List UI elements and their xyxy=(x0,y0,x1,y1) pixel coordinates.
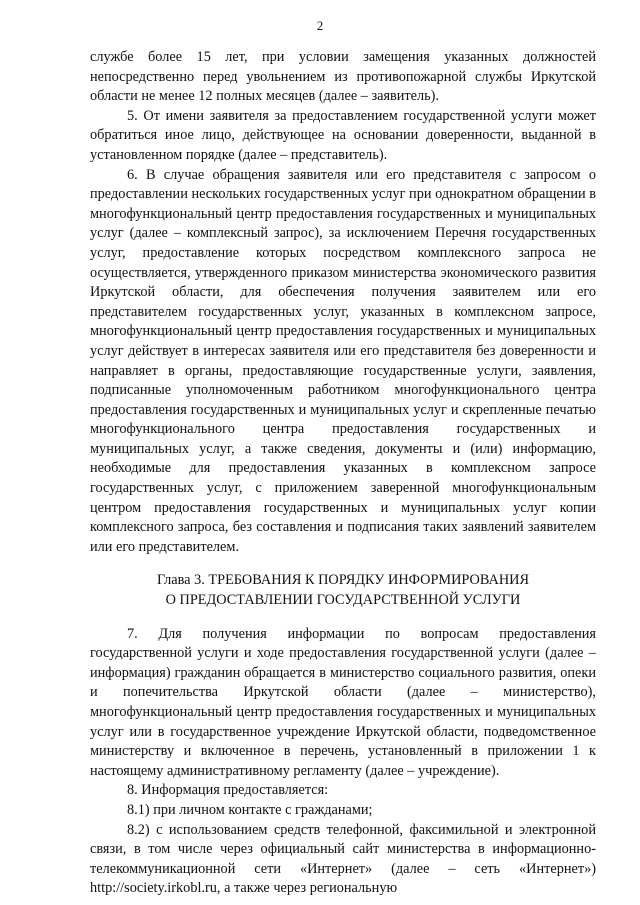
paragraph-6: 6. В случае обращения заявителя или его представителя с запросом о предоставлении нескольких государственных услуг при однократном обращении в многофункциональный центр предоставления государственных и муниципальных услуг (далее – комплексный запрос), за исключением Перечня государственных услуг, предоставление которых посредством комплексного запроса не осуществляется, утвержденного приказом министерства экономического развития Иркутской области, для обеспечения получения заявителем или его представителем государственных услуг, указанных в комплексном запросе, многофункциональный центр предоставления государственных и муниципальных услуг действует в интересах заявителя или его представителя без доверенности и направляет в органы, предоставляющие государственные услуги, заявления, подписанные уполномоченным работником многофункционального центра предоставления государственных и муниципальных услуг и скрепленные печатью многофункционального центра предоставления государственных и муниципальных услуг, а также сведения, документы и (или) информацию, необходимые для предоставления указанных в комплексном запросе государственных услуг, с приложением заверенной многофункциональным центром предоставления государственных и муниципальных услуг копии комплексного запроса, без составления и подписания таких заявлений заявителем или его представителем. xyxy=(90,166,596,555)
chapter-heading xyxy=(90,571,596,610)
chapter-heading-line-1: Глава 3. ТРЕБОВАНИЯ К ПОРЯДКУ ИНФОРМИРОВАНИЯ xyxy=(156,572,530,589)
paragraph-continuation: службе более 15 лет, при условии замещения указанных должностей непосредственно перед увольнением из противопожарной службы Иркутской области не менее 12 полных месяцев (далее – заявитель). xyxy=(90,49,596,105)
paragraph-8: 8. Информация предоставляется: xyxy=(127,782,329,799)
page-number: 2 xyxy=(316,18,324,33)
paragraph-8-1: 8.1) при личном контакте с гражданами; xyxy=(127,801,373,818)
paragraph-5: 5. От имени заявителя за предоставлением государственной услуги может обратиться иное лицо, действующее на основании доверенности, выданной в установленном порядке (далее – представитель). xyxy=(90,107,596,163)
chapter-heading-line-2: О ПРЕДОСТАВЛЕНИИ ГОСУДАРСТВЕННОЙ УСЛУГИ xyxy=(165,592,521,609)
paragraph-8-2: 8.2) с использованием средств телефонной, факсимильной и электронной связи, в том числе через официальный сайт министерства в информационно-телекоммуникационной сети «Интернет» (далее – сеть «Интернет») http://society.irkobl.ru, а также через региональную xyxy=(90,821,596,897)
paragraph-7: 7. Для получения информации по вопросам предоставления государственной услуги и ходе предоставления государственной услуги (далее – информация) гражданин обращается в министерство социального развития, опеки и попечительства Иркутской области (далее – министерство), многофункциональный центр предоставления государственных и муниципальных услуг или в государственное учреждение Иркутской области, подведомственное министерству и включенное в перечень, установленный в приложении 1 к настоящему административному регламенту (далее – учреждение). xyxy=(90,625,596,779)
document-body xyxy=(90,48,596,899)
